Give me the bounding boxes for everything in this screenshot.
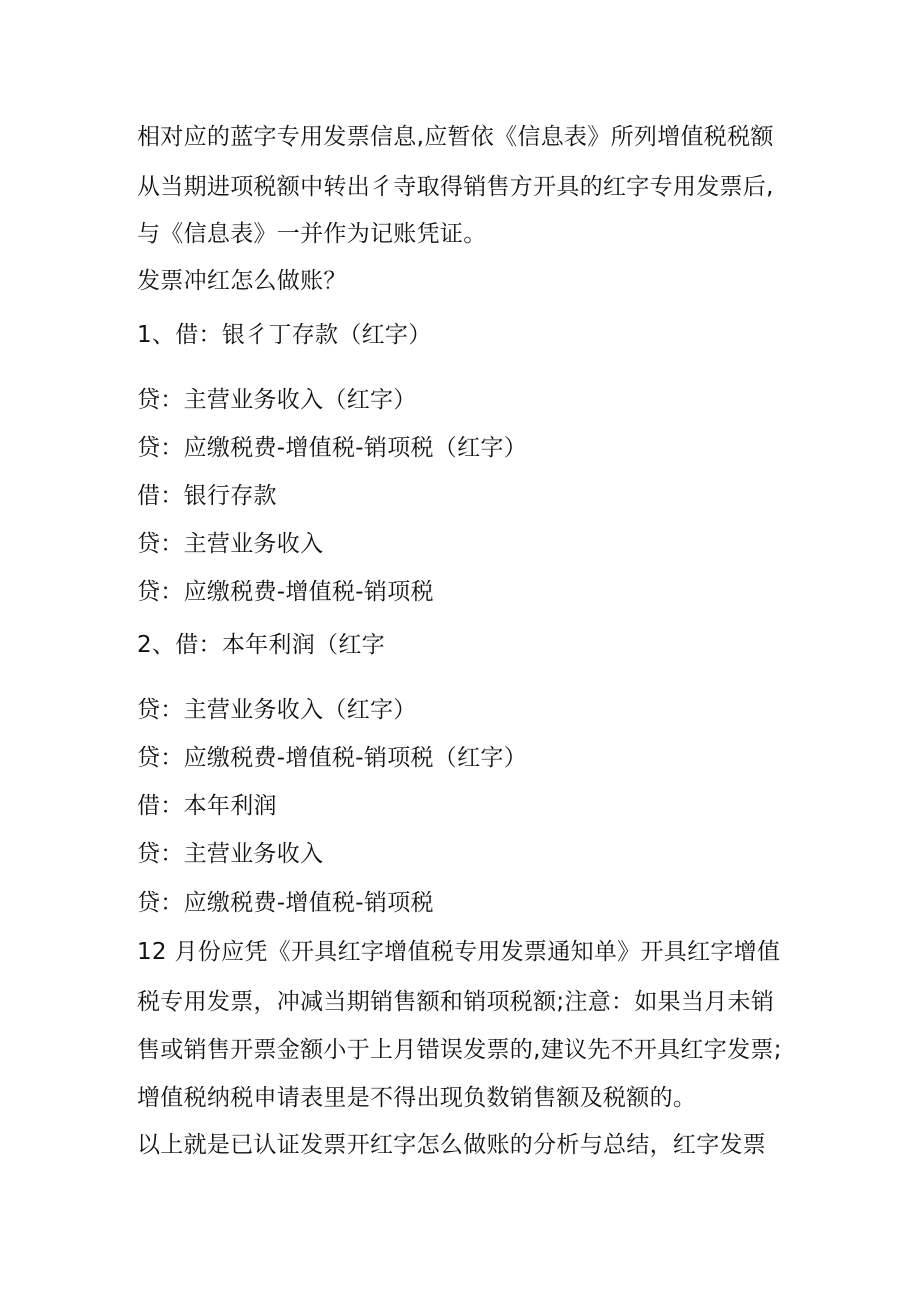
journal-line: 借：本年利润	[137, 793, 277, 819]
paragraph-line: 相对应的蓝字专用发票信息,应暂依《信息表》所列增值税税额	[137, 124, 774, 150]
journal-line: 贷：应缴税费-增值税-销项税	[137, 890, 434, 916]
section-question: 发票冲红怎么做账？	[137, 268, 347, 294]
entry-heading: 1、借：银彳丁存款（红字）	[137, 322, 432, 348]
paragraph-line: 12 月份应凭《开具红字增值税专用发票通知单》开具红字增值	[137, 939, 781, 965]
journal-line: 贷：主营业务收入（红字）	[137, 697, 417, 723]
paragraph-line: 增值税纳税申请表里是不得出现负数销售额及税额的。	[137, 1085, 697, 1111]
paragraph-line: 以上就是已认证发票开红字怎么做账的分析与总结，红字发票	[137, 1132, 767, 1158]
journal-line: 贷：主营业务收入（红字）	[137, 387, 417, 413]
journal-line: 贷：应缴税费-增值税-销项税（红字）	[137, 745, 527, 771]
journal-line: 贷：应缴税费-增值税-销项税（红字）	[137, 435, 527, 461]
paragraph-line: 与《信息表》一并作为记账凭证。	[137, 221, 487, 247]
entry-heading: 2、借：本年利润（红字	[137, 632, 385, 658]
paragraph-line: 从当期进项税额中转出彳寺取得销售方开具的红字专用发票后,	[137, 174, 774, 200]
journal-line: 借：银行存款	[137, 483, 277, 509]
paragraph-line: 售或销售开票金额小于上月错误发票的,建议先不开具红字发票;	[137, 1037, 782, 1063]
paragraph-line: 税专用发票，冲减当期销售额和销项税额;注意：如果当月未销	[137, 989, 775, 1015]
journal-line: 贷：应缴税费-增值税-销项税	[137, 579, 434, 605]
journal-line: 贷：主营业务收入	[137, 531, 324, 557]
journal-line: 贷：主营业务收入	[137, 841, 324, 867]
